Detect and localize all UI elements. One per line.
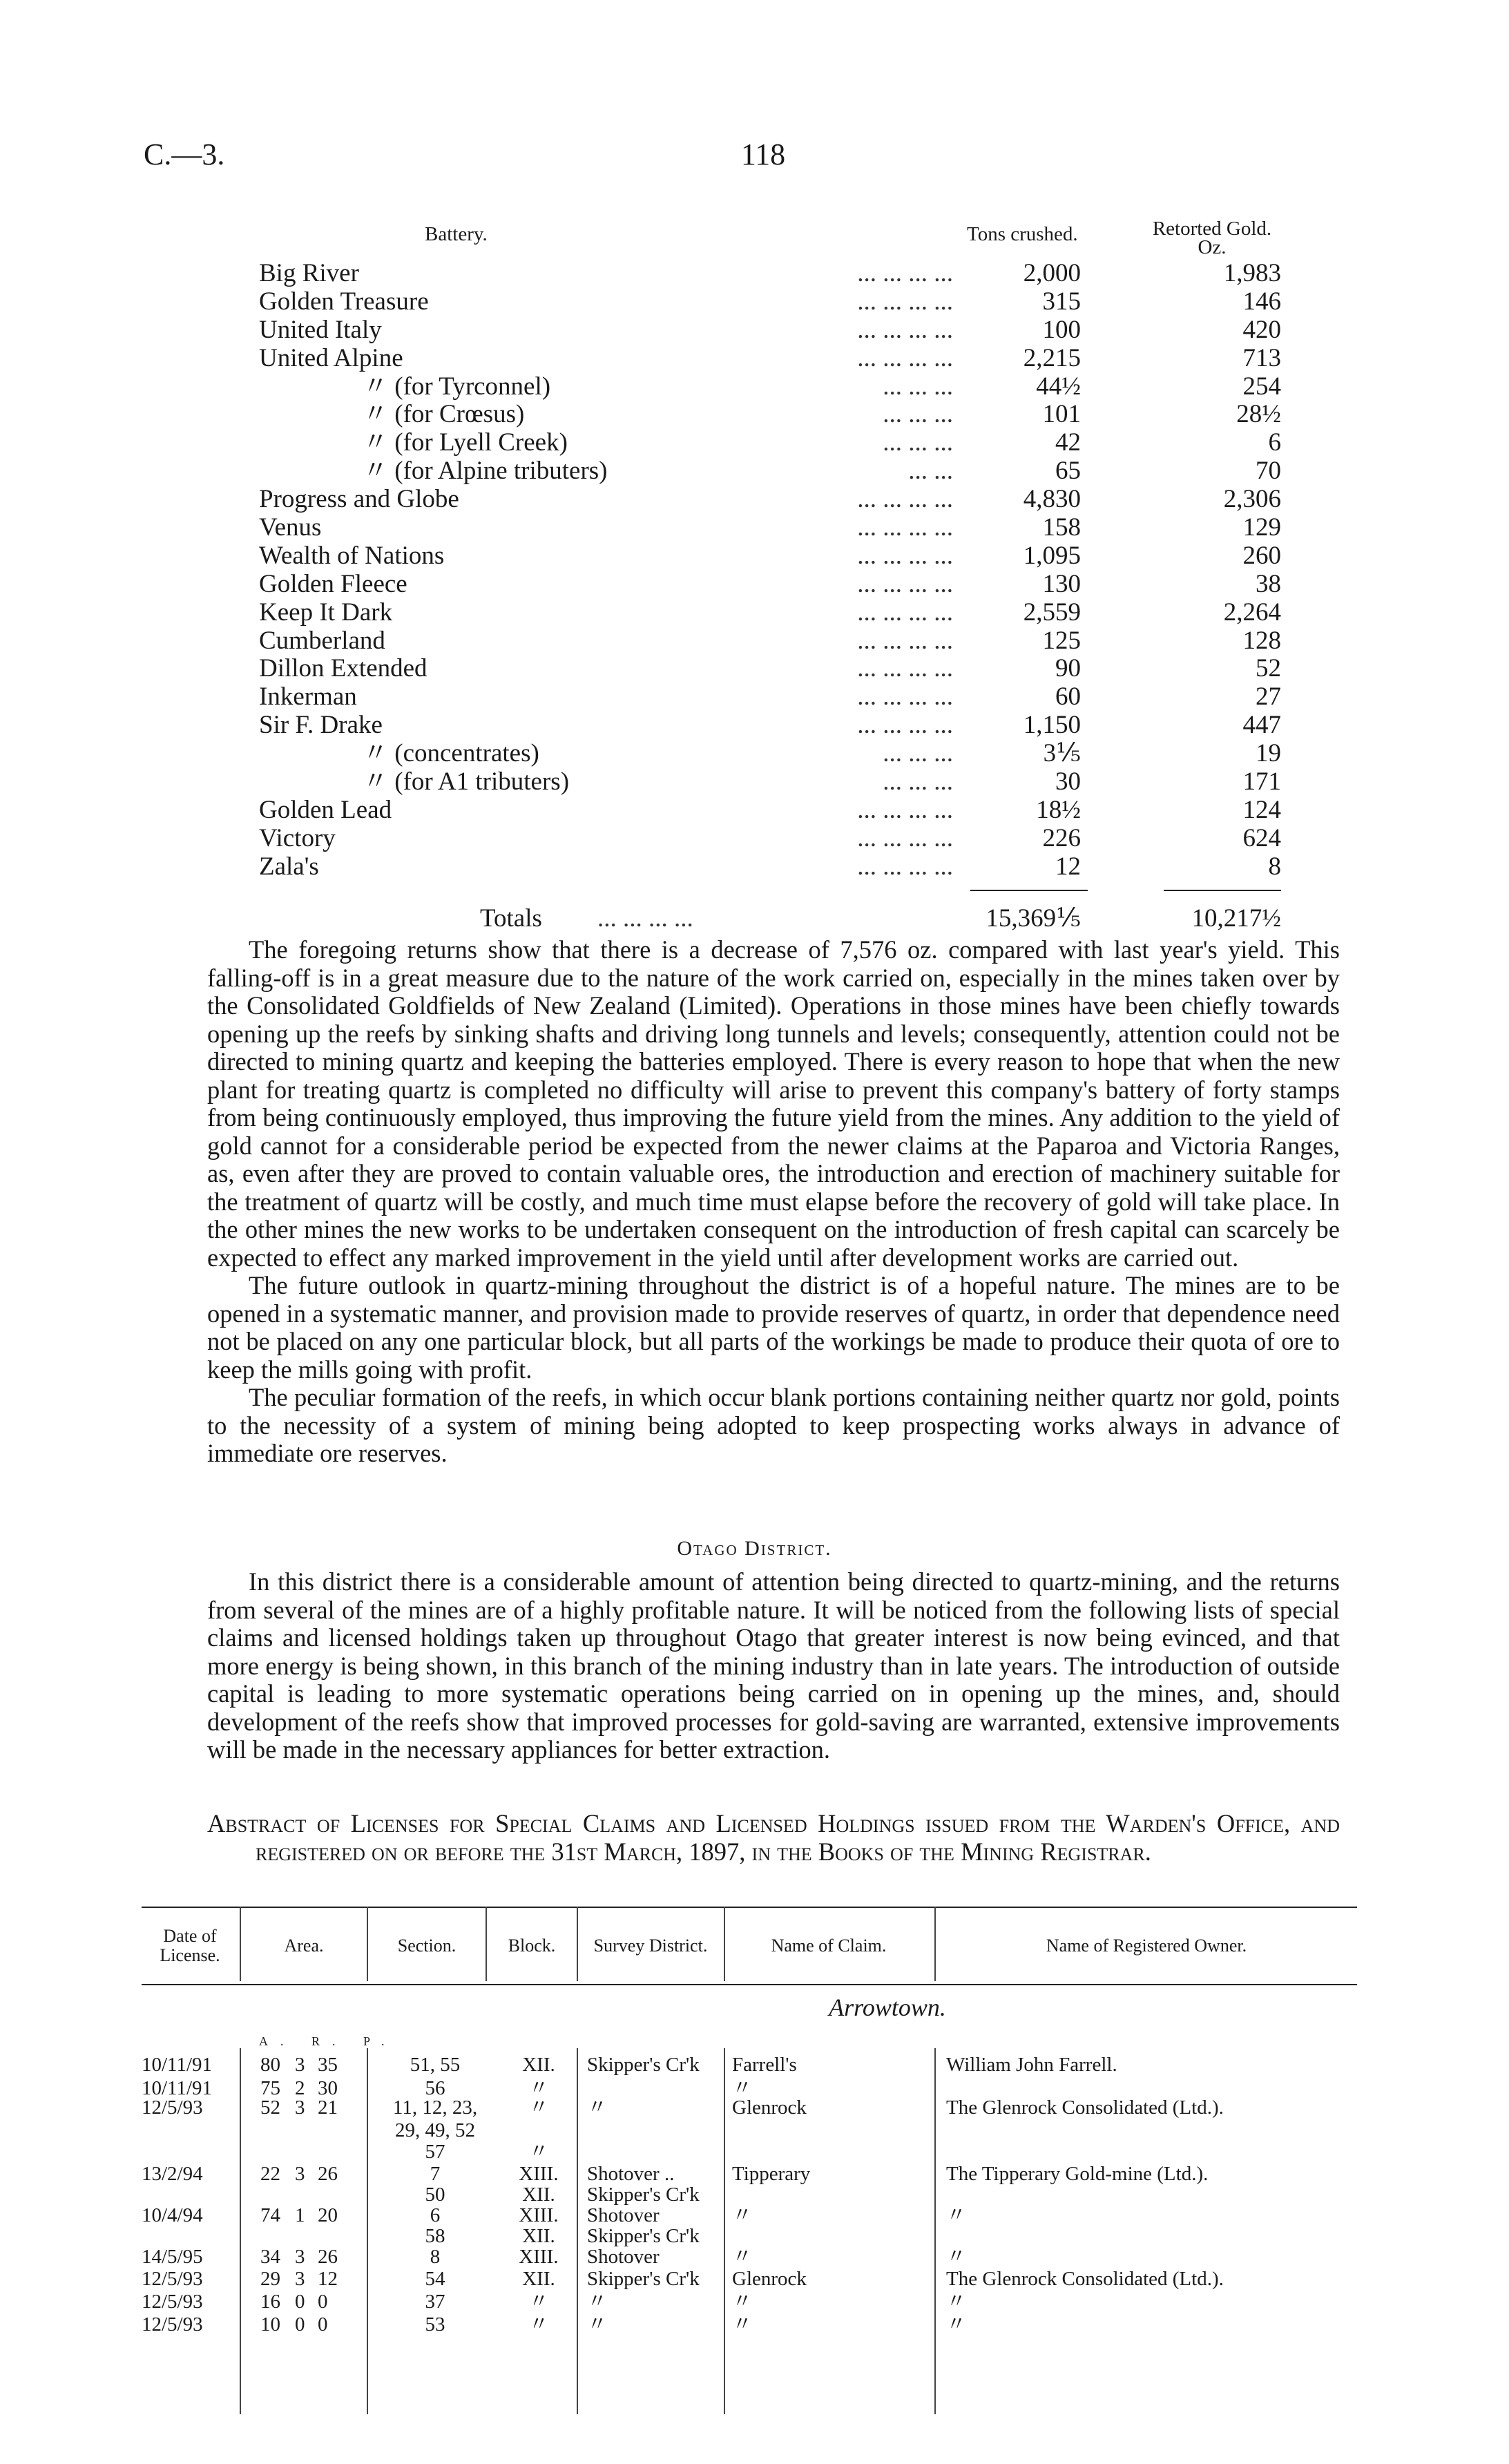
leader-dots: ... ... ... ... — [857, 343, 953, 372]
document-reference: C.—3. — [144, 137, 225, 171]
table-row — [142, 2245, 1357, 2269]
survey-district: 〃 — [587, 2291, 608, 2313]
retorted-gold: 1,983 — [1223, 259, 1281, 287]
tons-crushed: 226 — [1042, 823, 1081, 852]
survey-district: Skipper's Cr'k — [587, 2184, 700, 2206]
battery-name: Dillon Extended — [259, 654, 427, 683]
block: XII. — [522, 2225, 555, 2247]
col-header-gold — [1143, 220, 1281, 257]
area-perches: 21 — [318, 2097, 338, 2119]
area-perches: 30 — [318, 2077, 338, 2099]
registered-owner: The Tipperary Gold-mine (Ltd.). — [946, 2163, 1209, 2185]
battery-name: Progress and Globe — [259, 485, 459, 514]
column-divider — [724, 1907, 725, 1981]
area-perches: 12 — [318, 2268, 338, 2290]
retorted-gold: 8 — [1268, 852, 1281, 881]
battery-totals-row — [259, 898, 1309, 939]
claim-name: 〃 — [732, 2313, 753, 2336]
leader-dots: ... ... ... ... — [857, 541, 953, 570]
battery-row — [259, 571, 1309, 599]
block: XIII. — [519, 2163, 559, 2185]
leader-dots: ... ... ... ... — [857, 682, 953, 711]
battery-row — [259, 768, 1309, 796]
leader-dots: ... ... ... ... — [597, 904, 693, 933]
retorted-gold: 713 — [1242, 343, 1281, 372]
section: 53 — [425, 2313, 445, 2336]
leader-dots: ... ... ... ... — [857, 823, 953, 852]
col-header-area: Area. — [284, 1936, 324, 1956]
license-date: 10/4/94 — [142, 2204, 203, 2226]
leader-dots: ... ... ... ... — [857, 513, 953, 542]
totals-gold: 10,217½ — [1191, 904, 1281, 933]
area-roods: 3 — [295, 2097, 305, 2119]
area-perches: 26 — [318, 2163, 338, 2185]
table-row — [142, 2313, 1357, 2336]
retorted-gold: 624 — [1242, 823, 1281, 852]
leader-dots: ... ... ... ... — [857, 795, 953, 824]
tons-crushed: 1,095 — [1023, 541, 1081, 570]
area-roods: 0 — [295, 2291, 305, 2313]
leader-dots: ... ... ... — [883, 767, 953, 796]
tons-crushed: 30 — [1055, 767, 1081, 796]
claim-name: 〃 — [732, 2246, 753, 2268]
leader-dots: ... ... ... — [883, 400, 953, 429]
tons-crushed: 18½ — [1036, 795, 1081, 824]
tons-crushed: 3⅕ — [1043, 739, 1081, 768]
tons-crushed: 42 — [1055, 428, 1081, 457]
rule-tons — [970, 890, 1088, 891]
column-divider — [934, 1907, 936, 1981]
retorted-gold: 146 — [1242, 287, 1281, 316]
block: 〃 — [528, 2097, 549, 2119]
tons-crushed: 65 — [1055, 457, 1081, 486]
section: 6 — [430, 2204, 441, 2226]
section: 7 — [430, 2163, 441, 2185]
section: 51, 55 — [410, 2054, 461, 2076]
column-divider — [577, 1907, 578, 1981]
battery-name: 〃 (concentrates) — [363, 739, 539, 768]
tons-crushed: 158 — [1042, 513, 1081, 542]
battery-row — [259, 373, 1309, 401]
survey-district: Shotover — [587, 2204, 660, 2226]
block: XIII. — [519, 2246, 559, 2268]
area-perches: 0 — [318, 2291, 328, 2313]
paragraph: The future outlook in quartz-mining throughout the district is of a hopeful nature. The mines are to be opened in a systematic manner, and provision made to provide reserves of quartz, in order that dependence need not be placed on any one particular block, but all parts of the workings be made to produce their quota of ore to keep the mills going with profit. — [207, 1271, 1340, 1384]
section: 56 — [425, 2077, 445, 2099]
battery-name: Zala's — [259, 852, 319, 881]
table-row — [142, 2267, 1357, 2291]
area-acres: 52 — [260, 2097, 280, 2119]
block: 〃 — [528, 2141, 549, 2163]
column-divider — [240, 1907, 241, 1981]
claims-table-header — [142, 1907, 1357, 1985]
battery-name: 〃 (for Lyell Creek) — [363, 428, 568, 457]
leader-dots: ... ... ... ... — [857, 654, 953, 683]
retorted-gold: 2,306 — [1223, 485, 1281, 514]
battery-row — [259, 457, 1309, 486]
otago-text — [207, 1568, 1340, 1764]
battery-row — [259, 429, 1309, 457]
area-perches: 26 — [318, 2246, 338, 2268]
tons-crushed: 2,215 — [1023, 343, 1081, 372]
battery-row — [259, 825, 1309, 853]
leader-dots: ... ... ... ... — [857, 259, 953, 287]
battery-name: Golden Lead — [259, 795, 392, 824]
abstract-caption — [207, 1810, 1340, 1866]
battery-row — [259, 655, 1309, 683]
battery-name: United Italy — [259, 315, 382, 344]
col-header-district: Survey District. — [593, 1936, 708, 1956]
claims-table — [142, 1907, 1357, 2336]
retorted-gold: 52 — [1256, 654, 1281, 683]
license-date: 10/11/91 — [142, 2077, 213, 2099]
retorted-gold: 171 — [1242, 767, 1281, 796]
tons-crushed: 60 — [1055, 682, 1081, 711]
area-units: A. R. P. — [259, 2034, 397, 2048]
column-divider — [367, 1907, 368, 1981]
license-date: 12/5/93 — [142, 2313, 203, 2336]
section: 58 — [425, 2225, 445, 2247]
tons-crushed: 100 — [1042, 315, 1081, 344]
battery-row — [259, 683, 1309, 711]
claim-name: 〃 — [732, 2077, 753, 2099]
battery-name: Golden Treasure — [259, 287, 429, 316]
area-perches: 35 — [318, 2054, 338, 2076]
tons-crushed: 1,150 — [1023, 711, 1081, 740]
col-header-claim: Name of Claim. — [771, 1936, 887, 1956]
area-acres: 34 — [260, 2246, 280, 2268]
area-roods: 3 — [295, 2246, 305, 2268]
tons-crushed: 125 — [1042, 626, 1081, 655]
page-number: 118 — [740, 137, 786, 171]
totals-tons: 15,369⅕ — [986, 904, 1081, 933]
block: 〃 — [528, 2313, 549, 2336]
retorted-gold: 2,264 — [1223, 598, 1281, 627]
battery-row — [259, 514, 1309, 542]
registered-owner: 〃 — [946, 2246, 967, 2268]
registered-owner: The Glenrock Consolidated (Ltd.). — [946, 2097, 1224, 2119]
registered-owner: The Glenrock Consolidated (Ltd.). — [946, 2268, 1224, 2290]
leader-dots: ... ... ... ... — [857, 626, 953, 655]
retorted-gold: 129 — [1242, 513, 1281, 542]
battery-row — [259, 627, 1309, 656]
tons-crushed: 90 — [1055, 654, 1081, 683]
battery-row — [259, 853, 1309, 881]
battery-row — [259, 711, 1309, 740]
table-row — [142, 2162, 1357, 2186]
leader-dots: ... ... ... — [883, 739, 953, 768]
abstract-text: Abstract of Licenses for Special Claims and Licensed Holdings issued from the Warden's Office, and registered on or before the 31st March, 1897, in the Books of the Mining Registrar. — [207, 1809, 1340, 1866]
claim-name: Farrell's — [732, 2054, 797, 2076]
survey-district: 〃 — [587, 2313, 608, 2336]
battery-name: Golden Fleece — [259, 569, 407, 598]
leader-dots: ... ... ... ... — [857, 852, 953, 881]
battery-row — [259, 288, 1309, 316]
battery-table-header — [259, 220, 1309, 260]
retorted-gold: 447 — [1242, 711, 1281, 740]
survey-district: Skipper's Cr'k — [587, 2054, 700, 2076]
table-row — [142, 2224, 1357, 2248]
place-heading: Arrowtown. — [829, 1994, 946, 2021]
claim-name: 〃 — [732, 2204, 753, 2226]
license-date: 12/5/93 — [142, 2097, 203, 2119]
battery-name: Venus — [259, 513, 322, 542]
leader-dots: ... ... — [908, 457, 953, 486]
paragraph: The foregoing returns show that there is a decrease of 7,576 oz. compared with last year's yield. This falling-off is in a great measure due to the nature of the work carried on, especially in the mines taken over by the Consolidated Goldfields of New Zealand (Limited). Operations in those mines have been chiefly towards opening up the reefs by sinking shafts and driving long tunnels and levels; consequently, attention could not be directed to mining quartz and keeping the batteries employed. There is every reason to hope that when the new plant for treating quartz is completed no difficulty will arise to prevent this company's battery of forty stamps from being continuously employed, thus improving the future yield from the mines. Any addition to the yield of gold cannot for a considerable period be expected from the newer claims at the Paparoa and Victoria Ranges, as, even after they are proved to contain valuable ores, the introduction and erection of machinery suitable for the treatment of quartz will be costly, and much time must elapse before the recovery of gold will take place. In the other mines the new works to be undertaken consequent on the introduction of fresh capital can scarcely be expected to effect any marked improvement in the yield until after development works are carried out. — [207, 935, 1340, 1272]
area-acres: 74 — [260, 2204, 280, 2226]
license-date: 10/11/91 — [142, 2054, 213, 2076]
block: XIII. — [519, 2204, 559, 2226]
tons-crushed: 4,830 — [1023, 485, 1081, 514]
survey-district: Skipper's Cr'k — [587, 2268, 700, 2290]
col-header-tons: Tons crushed. — [967, 223, 1078, 245]
area-acres: 75 — [260, 2077, 280, 2099]
paragraph: The peculiar formation of the reefs, in which occur blank portions containing neither quartz nor gold, points to the necessity of a system of mining being adopted to keep prospecting works always in advance of immediate ore reserves. — [207, 1383, 1340, 1467]
section: 8 — [430, 2246, 441, 2268]
block: XII. — [522, 2268, 555, 2290]
area-acres: 10 — [260, 2313, 280, 2336]
battery-row — [259, 401, 1309, 429]
section: 11, 12, 23, — [392, 2097, 478, 2119]
battery-row — [259, 599, 1309, 627]
retorted-gold: 254 — [1242, 372, 1281, 401]
battery-name: 〃 (for Tyrconnel) — [363, 372, 551, 401]
table-row — [142, 2053, 1357, 2076]
battery-row — [259, 486, 1309, 514]
body-text — [207, 936, 1340, 1468]
license-date: 12/5/93 — [142, 2291, 203, 2313]
retorted-gold: 6 — [1268, 428, 1281, 457]
leader-dots: ... ... ... ... — [857, 711, 953, 740]
table-row — [142, 2204, 1357, 2227]
claim-name: 〃 — [732, 2291, 753, 2313]
battery-name: 〃 (for Crœsus) — [363, 400, 525, 429]
col-header-section: Section. — [397, 1936, 456, 1956]
area-roods: 3 — [295, 2163, 305, 2185]
area-roods: 0 — [295, 2313, 305, 2336]
retorted-gold: 38 — [1256, 569, 1281, 598]
battery-name: 〃 (for A1 tributers) — [363, 767, 570, 796]
battery-name: Sir F. Drake — [259, 711, 383, 740]
totals-label: Totals — [480, 904, 542, 933]
battery-row — [259, 740, 1309, 768]
block: XII. — [522, 2054, 555, 2076]
survey-district: Shotover .. — [587, 2163, 675, 2185]
registered-owner: William John Farrell. — [946, 2054, 1117, 2076]
area-acres: 80 — [260, 2054, 280, 2076]
battery-name: Inkerman — [259, 682, 357, 711]
leader-dots: ... ... ... — [883, 428, 953, 457]
battery-name: Big River — [259, 259, 359, 287]
section: 54 — [425, 2268, 445, 2290]
leader-dots: ... ... ... ... — [857, 287, 953, 316]
tons-crushed: 315 — [1042, 287, 1081, 316]
paragraph: In this district there is a considerable amount of attention being directed to quartz-mining, and the returns from several of the mines are of a highly profitable nature. It will be noticed from the following lists of special claims and licensed holdings taken up throughout Otago that greater interest is now being evinced, and that more energy is being shown, in this branch of the mining industry than in late years. The introduction of outside capital is leading to more systematic operations being carried on in opening up the mines, and, should development of the reefs show that improved processes for gold-saving are warranted, extensive improvements will be made in the necessary appliances for better extraction. — [207, 1567, 1340, 1764]
area-roods: 3 — [295, 2268, 305, 2290]
battery-row — [259, 542, 1309, 571]
leader-dots: ... ... ... ... — [857, 598, 953, 627]
block: XII. — [522, 2184, 555, 2206]
retorted-gold: 28½ — [1236, 400, 1281, 429]
retorted-gold: 124 — [1242, 795, 1281, 824]
leader-dots: ... ... ... ... — [857, 315, 953, 344]
tons-crushed: 130 — [1042, 569, 1081, 598]
license-date: 12/5/93 — [142, 2268, 203, 2290]
registered-owner: 〃 — [946, 2291, 967, 2313]
battery-name: Cumberland — [259, 626, 385, 655]
battery-row — [259, 796, 1309, 825]
table-row — [142, 2096, 1357, 2119]
claim-name: Tipperary — [732, 2163, 811, 2185]
battery-name: United Alpine — [259, 343, 403, 372]
totals-rules — [259, 881, 1309, 884]
area-perches: 0 — [318, 2313, 328, 2336]
col-header-block: Block. — [508, 1936, 556, 1956]
tons-crushed: 2,000 — [1023, 259, 1081, 287]
battery-name: Keep It Dark — [259, 598, 393, 627]
leader-dots: ... ... ... — [883, 372, 953, 401]
tons-crushed: 101 — [1042, 400, 1081, 429]
survey-district: 〃 — [587, 2097, 608, 2119]
claim-name: Glenrock — [732, 2268, 807, 2290]
table-row — [142, 2290, 1357, 2313]
area-acres: 22 — [260, 2163, 280, 2185]
table-row — [142, 2119, 1357, 2142]
battery-table-body — [259, 260, 1309, 881]
battery-row — [259, 316, 1309, 345]
battery-name: 〃 (for Alpine tributers) — [363, 457, 608, 486]
table-row — [142, 2140, 1357, 2164]
block: 〃 — [528, 2291, 549, 2313]
registered-owner: 〃 — [946, 2204, 967, 2226]
area-acres: 16 — [260, 2291, 280, 2313]
section: 37 — [425, 2291, 445, 2313]
area-roods: 1 — [295, 2204, 305, 2226]
tons-crushed: 2,559 — [1023, 598, 1081, 627]
retorted-gold: 260 — [1242, 541, 1281, 570]
retorted-gold: 128 — [1242, 626, 1281, 655]
tons-crushed: 12 — [1055, 852, 1081, 881]
claim-name: Glenrock — [732, 2097, 807, 2119]
license-date: 13/2/94 — [142, 2163, 203, 2185]
section-heading-otago: Otago District. — [677, 1537, 832, 1560]
section: 29, 49, 52 — [395, 2119, 475, 2141]
license-date: 14/5/95 — [142, 2246, 203, 2268]
col-header-gold-unit: Oz. — [1198, 236, 1227, 258]
leader-dots: ... ... ... ... — [857, 485, 953, 514]
col-header-battery: Battery. — [425, 223, 488, 245]
retorted-gold: 70 — [1256, 457, 1281, 486]
area-roods: 2 — [295, 2077, 305, 2099]
survey-district: Shotover — [587, 2246, 660, 2268]
leader-dots: ... ... ... ... — [857, 569, 953, 598]
block: 〃 — [528, 2077, 549, 2099]
table-row — [142, 2183, 1357, 2206]
rule-gold — [1164, 890, 1281, 891]
section: 50 — [425, 2184, 445, 2206]
battery-row — [259, 260, 1309, 288]
column-divider — [486, 1907, 487, 1981]
area-perches: 20 — [318, 2204, 338, 2226]
retorted-gold: 19 — [1256, 739, 1281, 768]
section: 57 — [425, 2141, 445, 2163]
area-roods: 3 — [295, 2054, 305, 2076]
battery-name: Victory — [259, 823, 336, 852]
battery-name: Wealth of Nations — [259, 541, 445, 570]
retorted-gold: 27 — [1256, 682, 1281, 711]
battery-table — [259, 220, 1309, 939]
battery-row — [259, 345, 1309, 373]
survey-district: Skipper's Cr'k — [587, 2225, 700, 2247]
col-header-owner: Name of Registered Owner. — [1046, 1936, 1247, 1956]
area-acres: 29 — [260, 2268, 280, 2290]
registered-owner: 〃 — [946, 2313, 967, 2336]
tons-crushed: 44½ — [1036, 372, 1081, 401]
retorted-gold: 420 — [1242, 315, 1281, 344]
col-header-date: Date of License. — [160, 1926, 220, 1965]
col-header-gold-label: Retorted Gold. — [1152, 218, 1272, 240]
